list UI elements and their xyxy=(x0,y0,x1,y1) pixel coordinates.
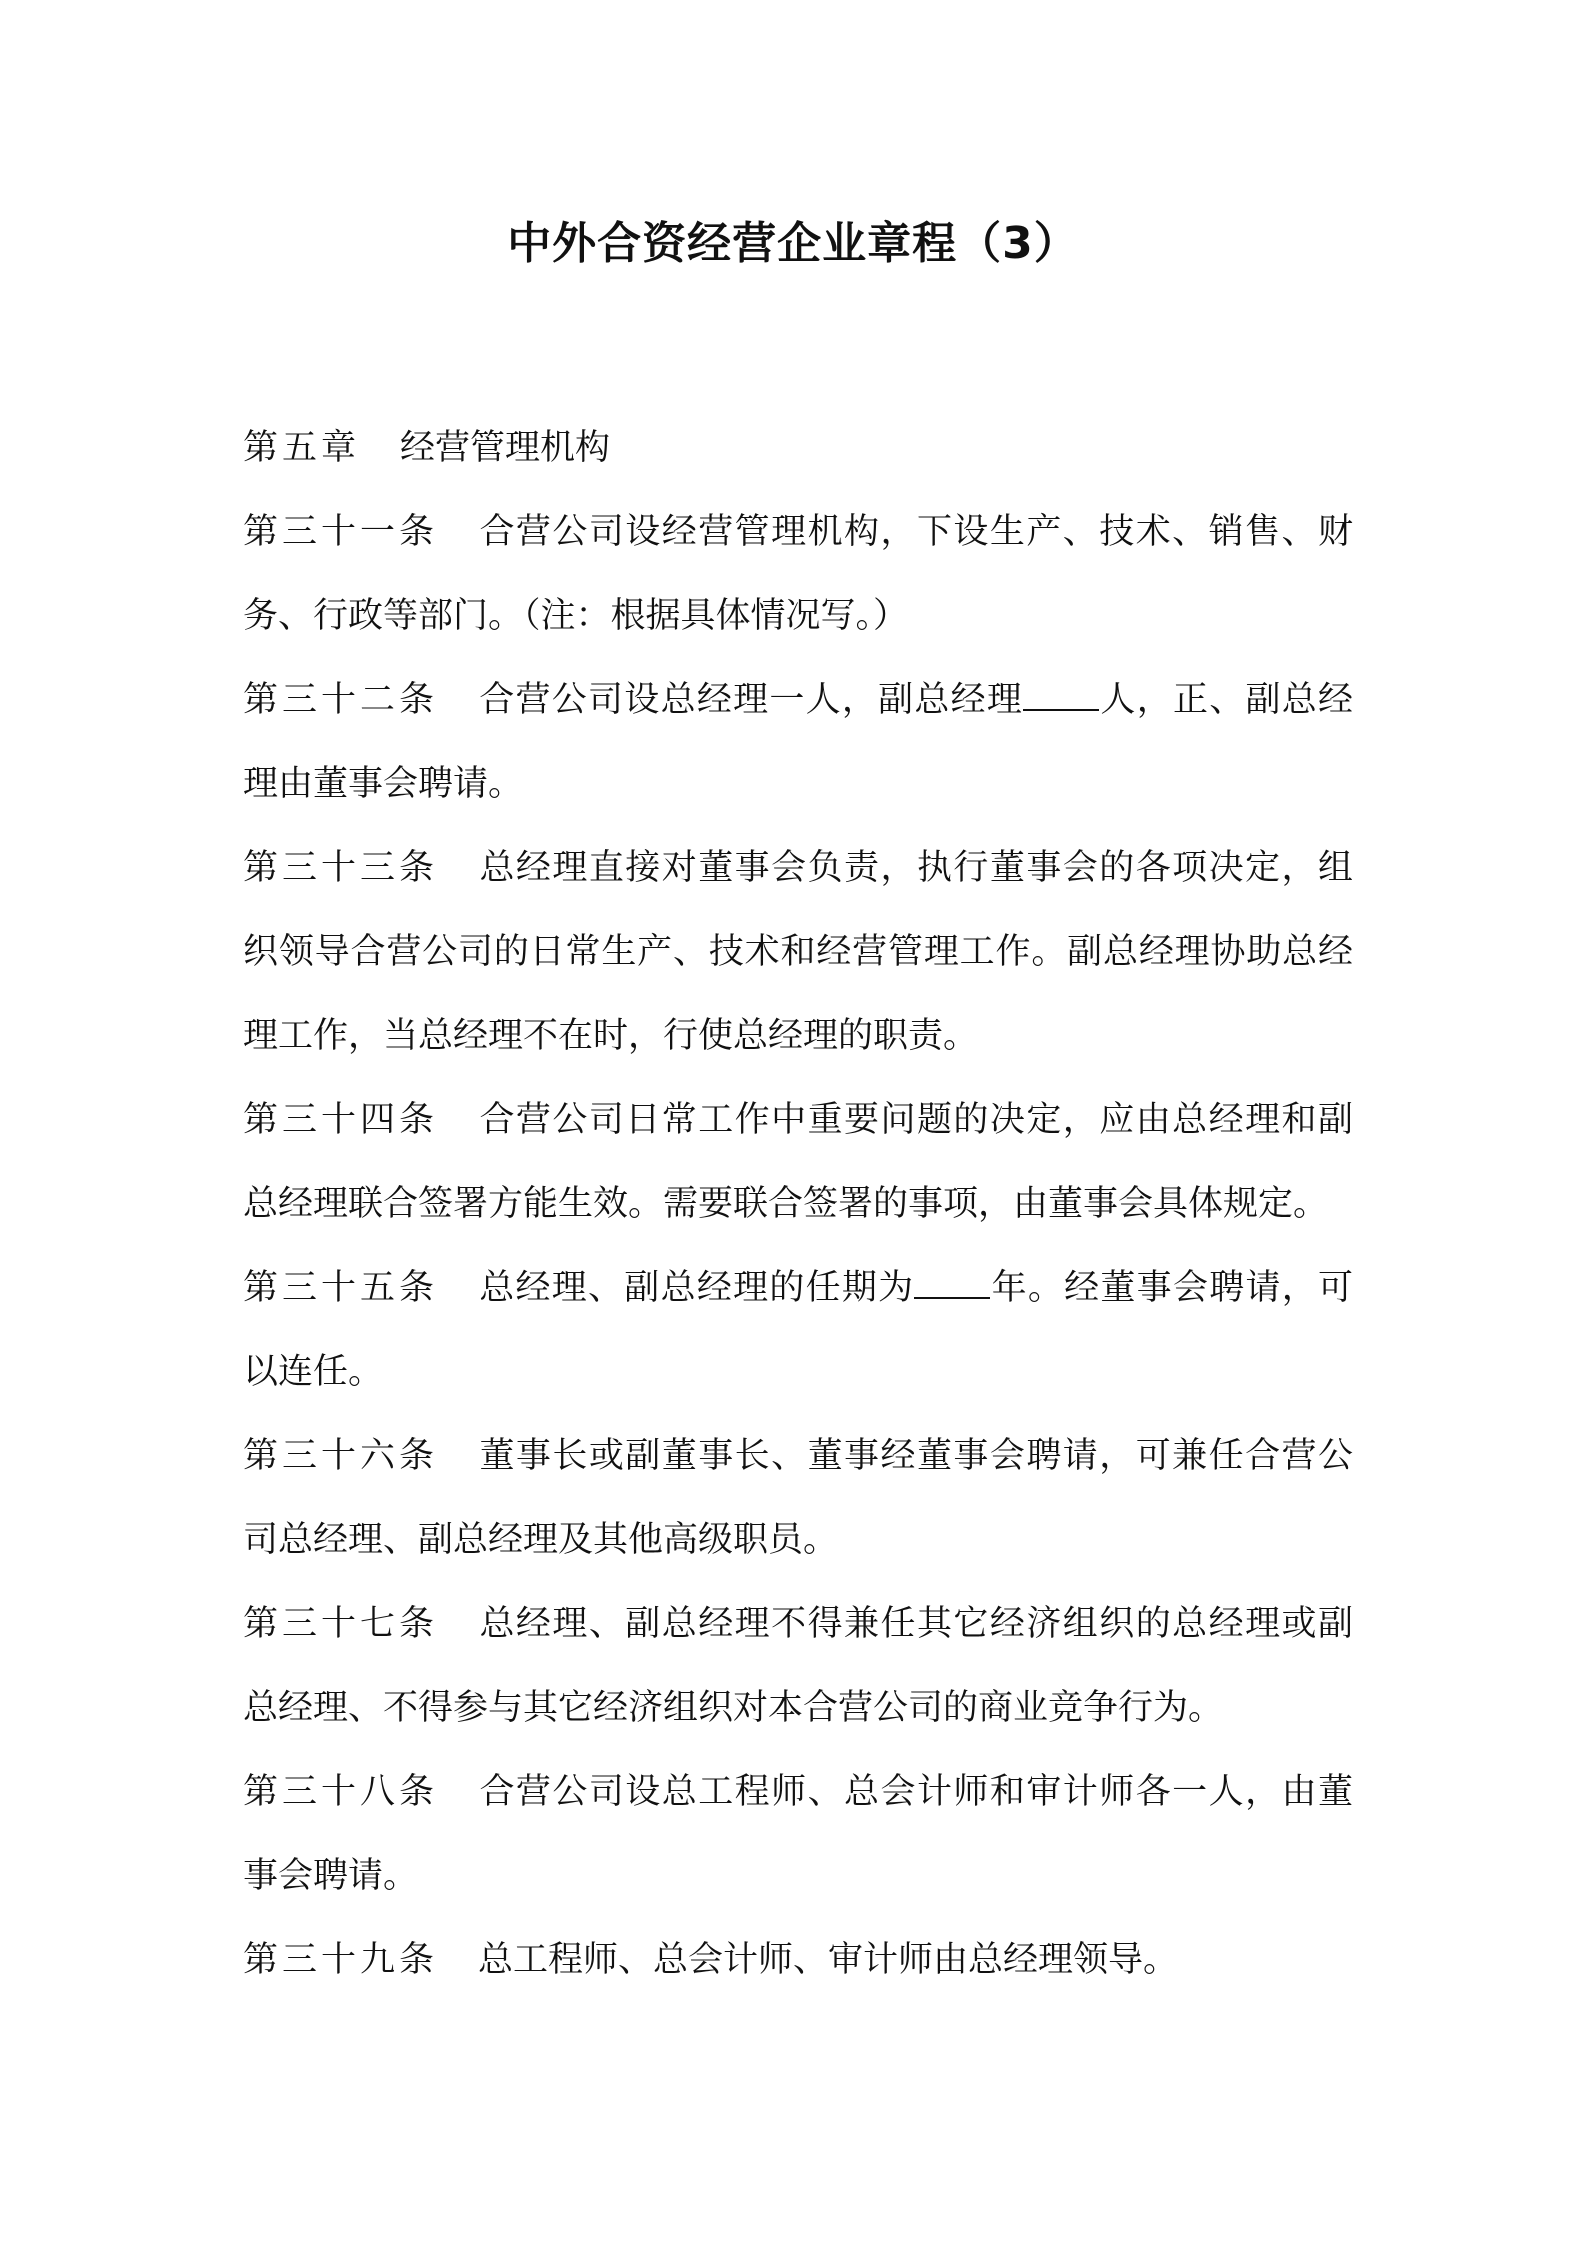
article-text: 合营公司设经营管理机构，下设生产、技术、销售、财务、行政等部门。（注：根据具体情况写。） xyxy=(243,512,1353,636)
article-label: 第三十八条 xyxy=(243,1772,439,1812)
document-title: 中外合资经营企业章程（3） xyxy=(507,218,1079,269)
article-text: 总经理、副总经理的任期为 xyxy=(478,1268,915,1308)
chapter-heading xyxy=(243,406,1353,490)
article-33 xyxy=(243,826,1353,1078)
article-label: 第三十一条 xyxy=(243,512,439,552)
article-label: 第三十五条 xyxy=(243,1268,439,1308)
article-label: 第三十六条 xyxy=(243,1436,439,1476)
article-text: 总经理、副总经理不得兼任其它经济组织的总经理或副总经理、不得参与其它经济组织对本合营公司的商业竞争行为。 xyxy=(243,1604,1353,1728)
article-31 xyxy=(243,490,1353,658)
article-label: 第三十二条 xyxy=(243,680,439,720)
article-32 xyxy=(243,658,1353,826)
article-text: 年。经董事会聘请，可以连任。 xyxy=(243,1268,1353,1392)
chapter-label: 第五章 xyxy=(243,428,361,468)
article-34 xyxy=(243,1078,1353,1246)
article-label: 第三十三条 xyxy=(243,848,439,888)
article-label: 第三十四条 xyxy=(243,1100,439,1140)
article-text: 合营公司设总经理一人，副总经理 xyxy=(478,680,1024,720)
article-text: 人，正、副总经理由董事会聘请。 xyxy=(243,680,1353,804)
article-39 xyxy=(243,1918,1353,2002)
article-text: 总经理直接对董事会负责，执行董事会的各项决定，组织领导合营公司的日常生产、技术和经营管理工作。副总经理协助总经理工作，当总经理不在时，行使总经理的职责。 xyxy=(243,848,1353,1056)
article-38 xyxy=(243,1750,1353,1918)
article-35 xyxy=(243,1246,1353,1414)
article-text: 总工程师、总会计师、审计师由总经理领导。 xyxy=(478,1940,1179,1980)
article-label: 第三十九条 xyxy=(243,1940,439,1980)
article-text: 合营公司设总工程师、总会计师和审计师各一人，由董事会聘请。 xyxy=(243,1772,1353,1896)
article-text: 董事长或副董事长、董事经董事会聘请，可兼任合营公司总经理、副总经理及其他高级职员。 xyxy=(243,1436,1353,1560)
article-text: 合营公司日常工作中重要问题的决定，应由总经理和副总经理联合签署方能生效。需要联合签署的事项，由董事会具体规定。 xyxy=(243,1100,1353,1224)
fill-in-blank xyxy=(1023,679,1099,711)
chapter-title: 经营管理机构 xyxy=(400,428,611,468)
article-36 xyxy=(243,1414,1353,1582)
article-label: 第三十七条 xyxy=(243,1604,439,1644)
fill-in-blank xyxy=(914,1267,990,1299)
article-37 xyxy=(243,1582,1353,1750)
document-body xyxy=(243,406,1353,2002)
